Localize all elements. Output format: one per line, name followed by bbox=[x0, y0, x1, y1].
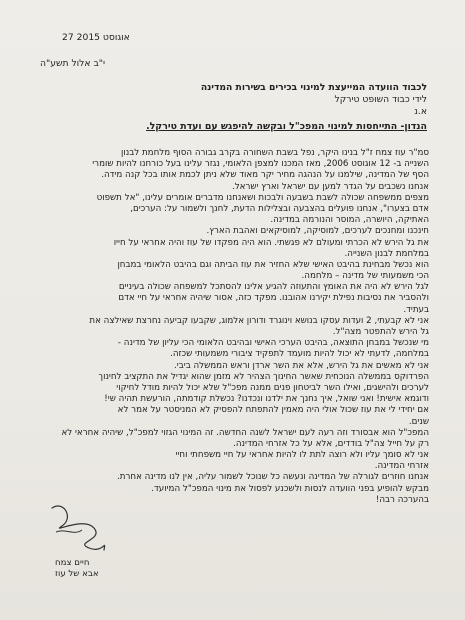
body-line: אזרחי המדינה. bbox=[374, 461, 429, 472]
body-line: סמ"ר עוז צמח ז"ל בנינו היקר, נפל בשבת השחורה בקרב גבורה הסוף מלחמת לבנון bbox=[121, 148, 429, 158]
date-gregorian: 27 אוגוסט 2015 bbox=[62, 32, 130, 43]
handwritten-signature bbox=[44, 498, 114, 558]
body-line: גל הירש להתפטר מצה"ל. bbox=[332, 327, 429, 337]
recipient-line-1: לכבוד הוועדה המייעצת למינוי בכירים בשירות המדינה bbox=[200, 82, 427, 93]
body-line: השנייה ב- 12 אוגוסט 2006, מאז המכנו למצפן הלאומי, נגזר עלינו בעל כורחנו להיות שומרי bbox=[92, 159, 429, 170]
body-line: אנחנו חוזרים לגורלה של המדינה ונעשה כל שנוכל לשמור עליה, אין לנו מדינה אחרת. bbox=[117, 472, 429, 483]
body-line: חינכנו ומחנכים לערכים, למוסיקה, למוסיקאים ואהבת הארץ. bbox=[206, 226, 429, 237]
body-line: בעתיד. bbox=[403, 304, 429, 315]
letter-body bbox=[24, 148, 429, 506]
body-line: מבקש להופיע בפני הוועדה לנסות ולשכנע לפסול את מינוי המפכ"ל המיועד. bbox=[151, 483, 429, 494]
recipient-line-3: א.נ bbox=[414, 106, 427, 117]
body-line: אדם בצערו", אנחנו פועלים בהצבעה ובצלילות הדעת, לחנך ולשמור על: הערכים, bbox=[130, 203, 429, 214]
body-line: אני לא קבעתי, 2 ועדות עסקו בנושא וינוגרד ודורון אלמוג, שקבעו קביעה נחרצת שאילצה את bbox=[89, 315, 429, 326]
body-line: הסף של המדינה, שילמנו על הנהגה מחיר יקר מאוד שלא ניתן לכמת אותו בכל קנה מידה. bbox=[101, 170, 429, 181]
body-line: מי שנכשל במבחן התוצאה, בהיבט הערכי האישי ובהיבט הלאומי הכי עליון של מדינה - bbox=[117, 338, 429, 349]
body-line: הוא נכשל מבחינת בהיבט האישי שלא החזיר את עוז הביתה וגם בהיבט הלאומי במבחן bbox=[117, 259, 429, 270]
body-line: רק על חייל צה"ל בודדים, אלא על כל אזרחי המדינה. bbox=[233, 438, 429, 449]
body-line: אני לא סומך עליו ולא רוצה לתת לו להיות אחראי על חיי משפחתי וחיי bbox=[175, 450, 429, 461]
body-line: לגל הירש לא היה את האומץ והתעוזה להגיע אלינו להסתכל למשפחה שכולה בעיניים bbox=[118, 282, 429, 293]
body-line: ולהסביר את נסיבות נפילת יקירנו אהובנו. מפקד כזה, אסור שיהיה אחראי על חיי אדם bbox=[118, 293, 429, 304]
body-line: המפכ"ל הוא אבסורד וזה רעה לעם ישראל לשנה החדשה. זה המינוי הגזוי למפכ"ל, שיהיה אחראי לא bbox=[61, 427, 429, 438]
body-line: ודוגמא אישית! ואני שואל, איך נחנך את ילדנו ונכדנו? נכשלת קודמתה, הורעשת תהיה שי! bbox=[104, 394, 429, 405]
signature-name: חיים צמח bbox=[55, 558, 90, 568]
body-line: מצפים ממשפחה שכולה לשבת בשבעה ולבכות ושאנחנו מדברים אומרים עלינו, "אל תשפוט bbox=[96, 192, 429, 203]
recipient-line-2: לידי כבוד השופט טירקל bbox=[334, 94, 427, 105]
date-hebrew: י"ב אלול תשע"ה bbox=[40, 58, 106, 69]
body-line: הכי משמעותי של מדינה – מלחמה. bbox=[301, 271, 429, 282]
body-line: לערכים ולהישגים, ואילו השר לביטחון פנים ממנה מפכ"ל שלא יכול להיות מודל לחיקוי bbox=[116, 382, 429, 393]
subject-line: הנדון- התייחסות למינוי המפכ"ל ובקשה להיפגש עם ועדת טירקל. bbox=[146, 121, 427, 132]
signature-title: אבא של עוז bbox=[55, 569, 99, 579]
body-line: הפרדוקס בממשלה הנוכחית שאשר החינוך הצהיר לא מזמן שהוא יגדיל את התקציב לחינוך bbox=[98, 371, 429, 382]
body-line: שנים. bbox=[408, 416, 429, 427]
body-line: בהערכה רבה! bbox=[375, 494, 429, 505]
body-line: האתיקה, היושרה, המוסר והנורמה במדינה. bbox=[270, 215, 429, 226]
body-line: אנחנו נשכבים על הגדר למען עם ישראל וארץ ישראל. bbox=[231, 181, 429, 192]
body-line: את גל הירש לא הכרתי ומעולם לא פגשתי. הוא היה מפקדו של עוז והיה אחראי על חייו bbox=[113, 237, 429, 248]
body-line: אם יחידי לי את עוז שכול אולי היה מאמין להתפתח להפסיק לא המניסטר על אמר לא bbox=[117, 405, 429, 416]
body-line: אני לא מאשים את גל הירש, אלא את השר ארדן וראש הממשלה ביבי. bbox=[174, 360, 429, 371]
body-line: במלחמת לבנון השנייה. bbox=[344, 248, 429, 259]
body-line: במלחמה, לדעתי לא יכול להיות מועמד לתפקיד ציבורי משמעותי שכזה. bbox=[170, 349, 429, 360]
